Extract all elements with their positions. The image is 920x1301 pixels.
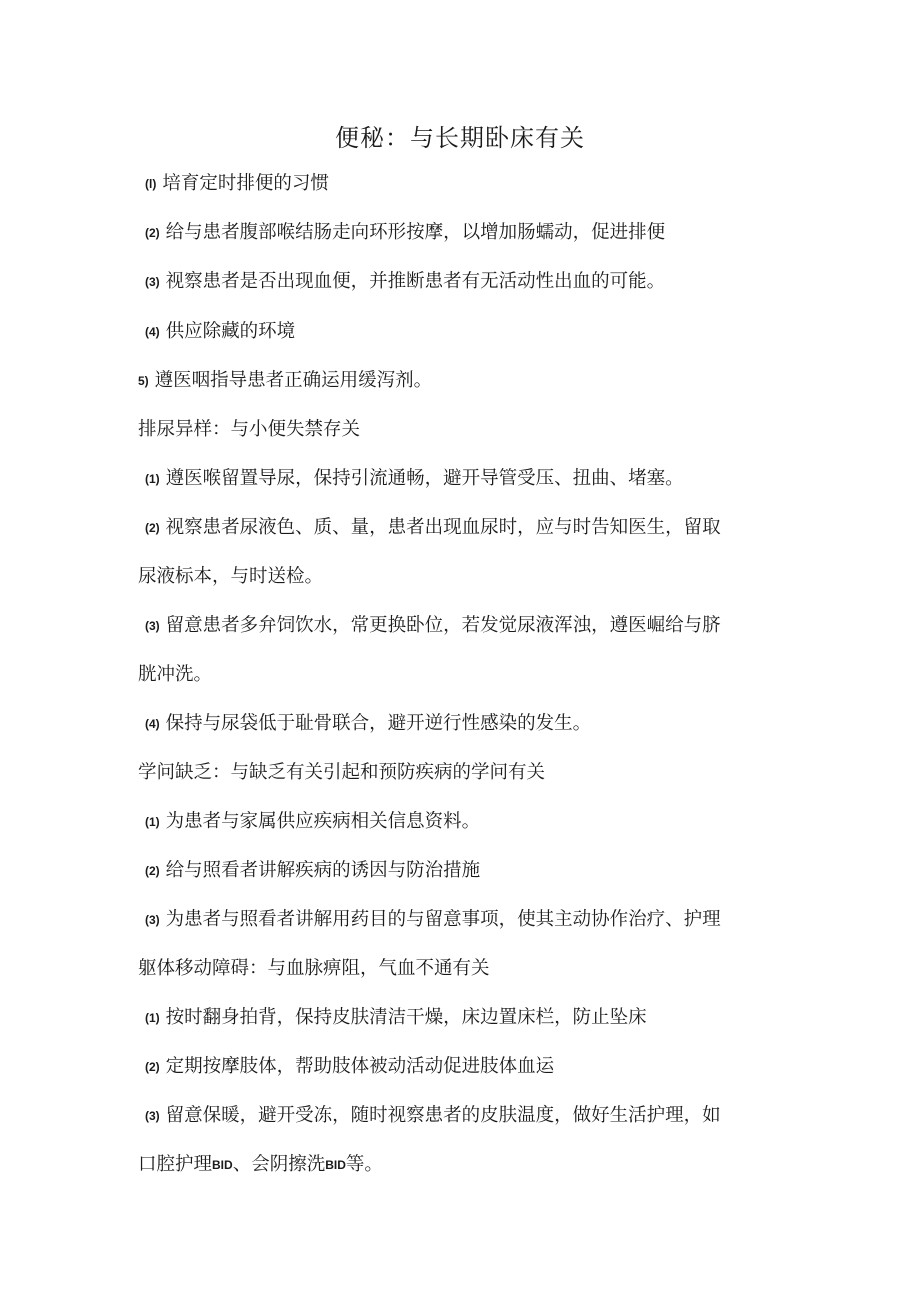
item-text: 视察患者是否出现血便，并推断患者有无活动性出血的可能。 — [165, 271, 666, 292]
continuation-line: 胱冲洗。 — [138, 664, 213, 685]
text-segment: 口腔护理 — [138, 1154, 213, 1175]
text-segment: 、会阴擦洗 — [232, 1154, 326, 1175]
list-item — [138, 614, 788, 638]
item-number: (1) — [145, 1011, 160, 1025]
item-number: (3) — [145, 619, 160, 633]
item-text: 保持与尿袋低于耻骨联合，避开逆行性感染的发生。 — [165, 713, 592, 734]
item-text: 留意保暖，避开受冻，随时视察患者的皮肤温度，做好生活护理，如 — [165, 1105, 721, 1126]
list-item — [138, 270, 788, 294]
frequency-tag: BID — [212, 1158, 233, 1172]
frequency-tag: BID — [325, 1158, 346, 1172]
continuation-line — [138, 1153, 788, 1177]
item-text: 供应除藏的环境 — [165, 321, 296, 342]
item-text: 留意患者多弁饲饮水，常更换卧位，若发觉尿液浑浊，遵医崛给与脐 — [165, 615, 721, 636]
item-text: 给与照看者讲解疾病的诱因与防治措施 — [165, 860, 481, 881]
list-item — [138, 467, 788, 491]
list-item — [138, 908, 788, 932]
item-number: (2) — [145, 226, 160, 240]
item-text: 遵医喉留置导尿，保持引流通畅，避开导管受压、扭曲、堵塞。 — [165, 468, 684, 489]
list-item — [138, 712, 788, 736]
item-text: 视察患者尿液色、质、量，患者出现血尿时，应与时告知医生，留取 — [165, 517, 721, 538]
item-text: 遵医咽指导患者正确运用缓泻剂。 — [154, 370, 433, 391]
item-text: 按时翻身拍背，保持皮肤清洁干燥，床边置床栏，防止坠床 — [165, 1007, 647, 1028]
item-text: 定期按摩肢体，帮助肢体被动活动促进肢体血运 — [165, 1056, 555, 1077]
text-segment: 等。 — [345, 1154, 383, 1175]
list-item — [138, 859, 788, 883]
item-number: 5) — [138, 374, 149, 388]
list-item — [138, 810, 788, 834]
list-item — [138, 369, 788, 393]
list-item — [138, 1055, 788, 1079]
page-title: 便秘：与长期卧床有关 — [335, 124, 585, 152]
list-item — [138, 172, 788, 196]
section-heading: 躯体移动障碍：与血脉痹阻，气血不通有关 — [138, 958, 490, 979]
list-item — [138, 221, 788, 245]
item-text: 为患者与家属供应疾病相关信息资料。 — [165, 811, 481, 832]
item-number: (2) — [145, 1060, 160, 1074]
item-number: (1) — [145, 815, 160, 829]
item-number: (3) — [145, 1109, 160, 1123]
item-number: (4) — [145, 325, 160, 339]
item-text: 培育定时排便的习惯 — [162, 173, 329, 194]
list-item — [138, 516, 788, 540]
item-number: (3) — [145, 913, 160, 927]
item-number: (2) — [145, 864, 160, 878]
item-number: (1) — [145, 472, 160, 486]
continuation-line: 尿液标本，与时送检。 — [138, 566, 324, 587]
item-text: 给与患者腹部喉结肠走向环形按摩，以增加肠蠕动，促进排便 — [165, 222, 666, 243]
item-number: (3) — [145, 275, 160, 289]
item-text: 为患者与照看者讲解用药目的与留意事项，使其主动协作治疗、护理 — [165, 909, 721, 930]
item-number: (4) — [145, 717, 160, 731]
list-item — [138, 320, 788, 344]
section-heading: 排尿异样：与小便失禁存关 — [138, 419, 361, 440]
item-number: (2) — [145, 521, 160, 535]
section-heading: 学问缺乏：与缺乏有关引起和预防疾病的学问有关 — [138, 762, 546, 783]
list-item — [138, 1104, 788, 1128]
list-item — [138, 1006, 788, 1030]
item-number: (l) — [145, 177, 157, 191]
